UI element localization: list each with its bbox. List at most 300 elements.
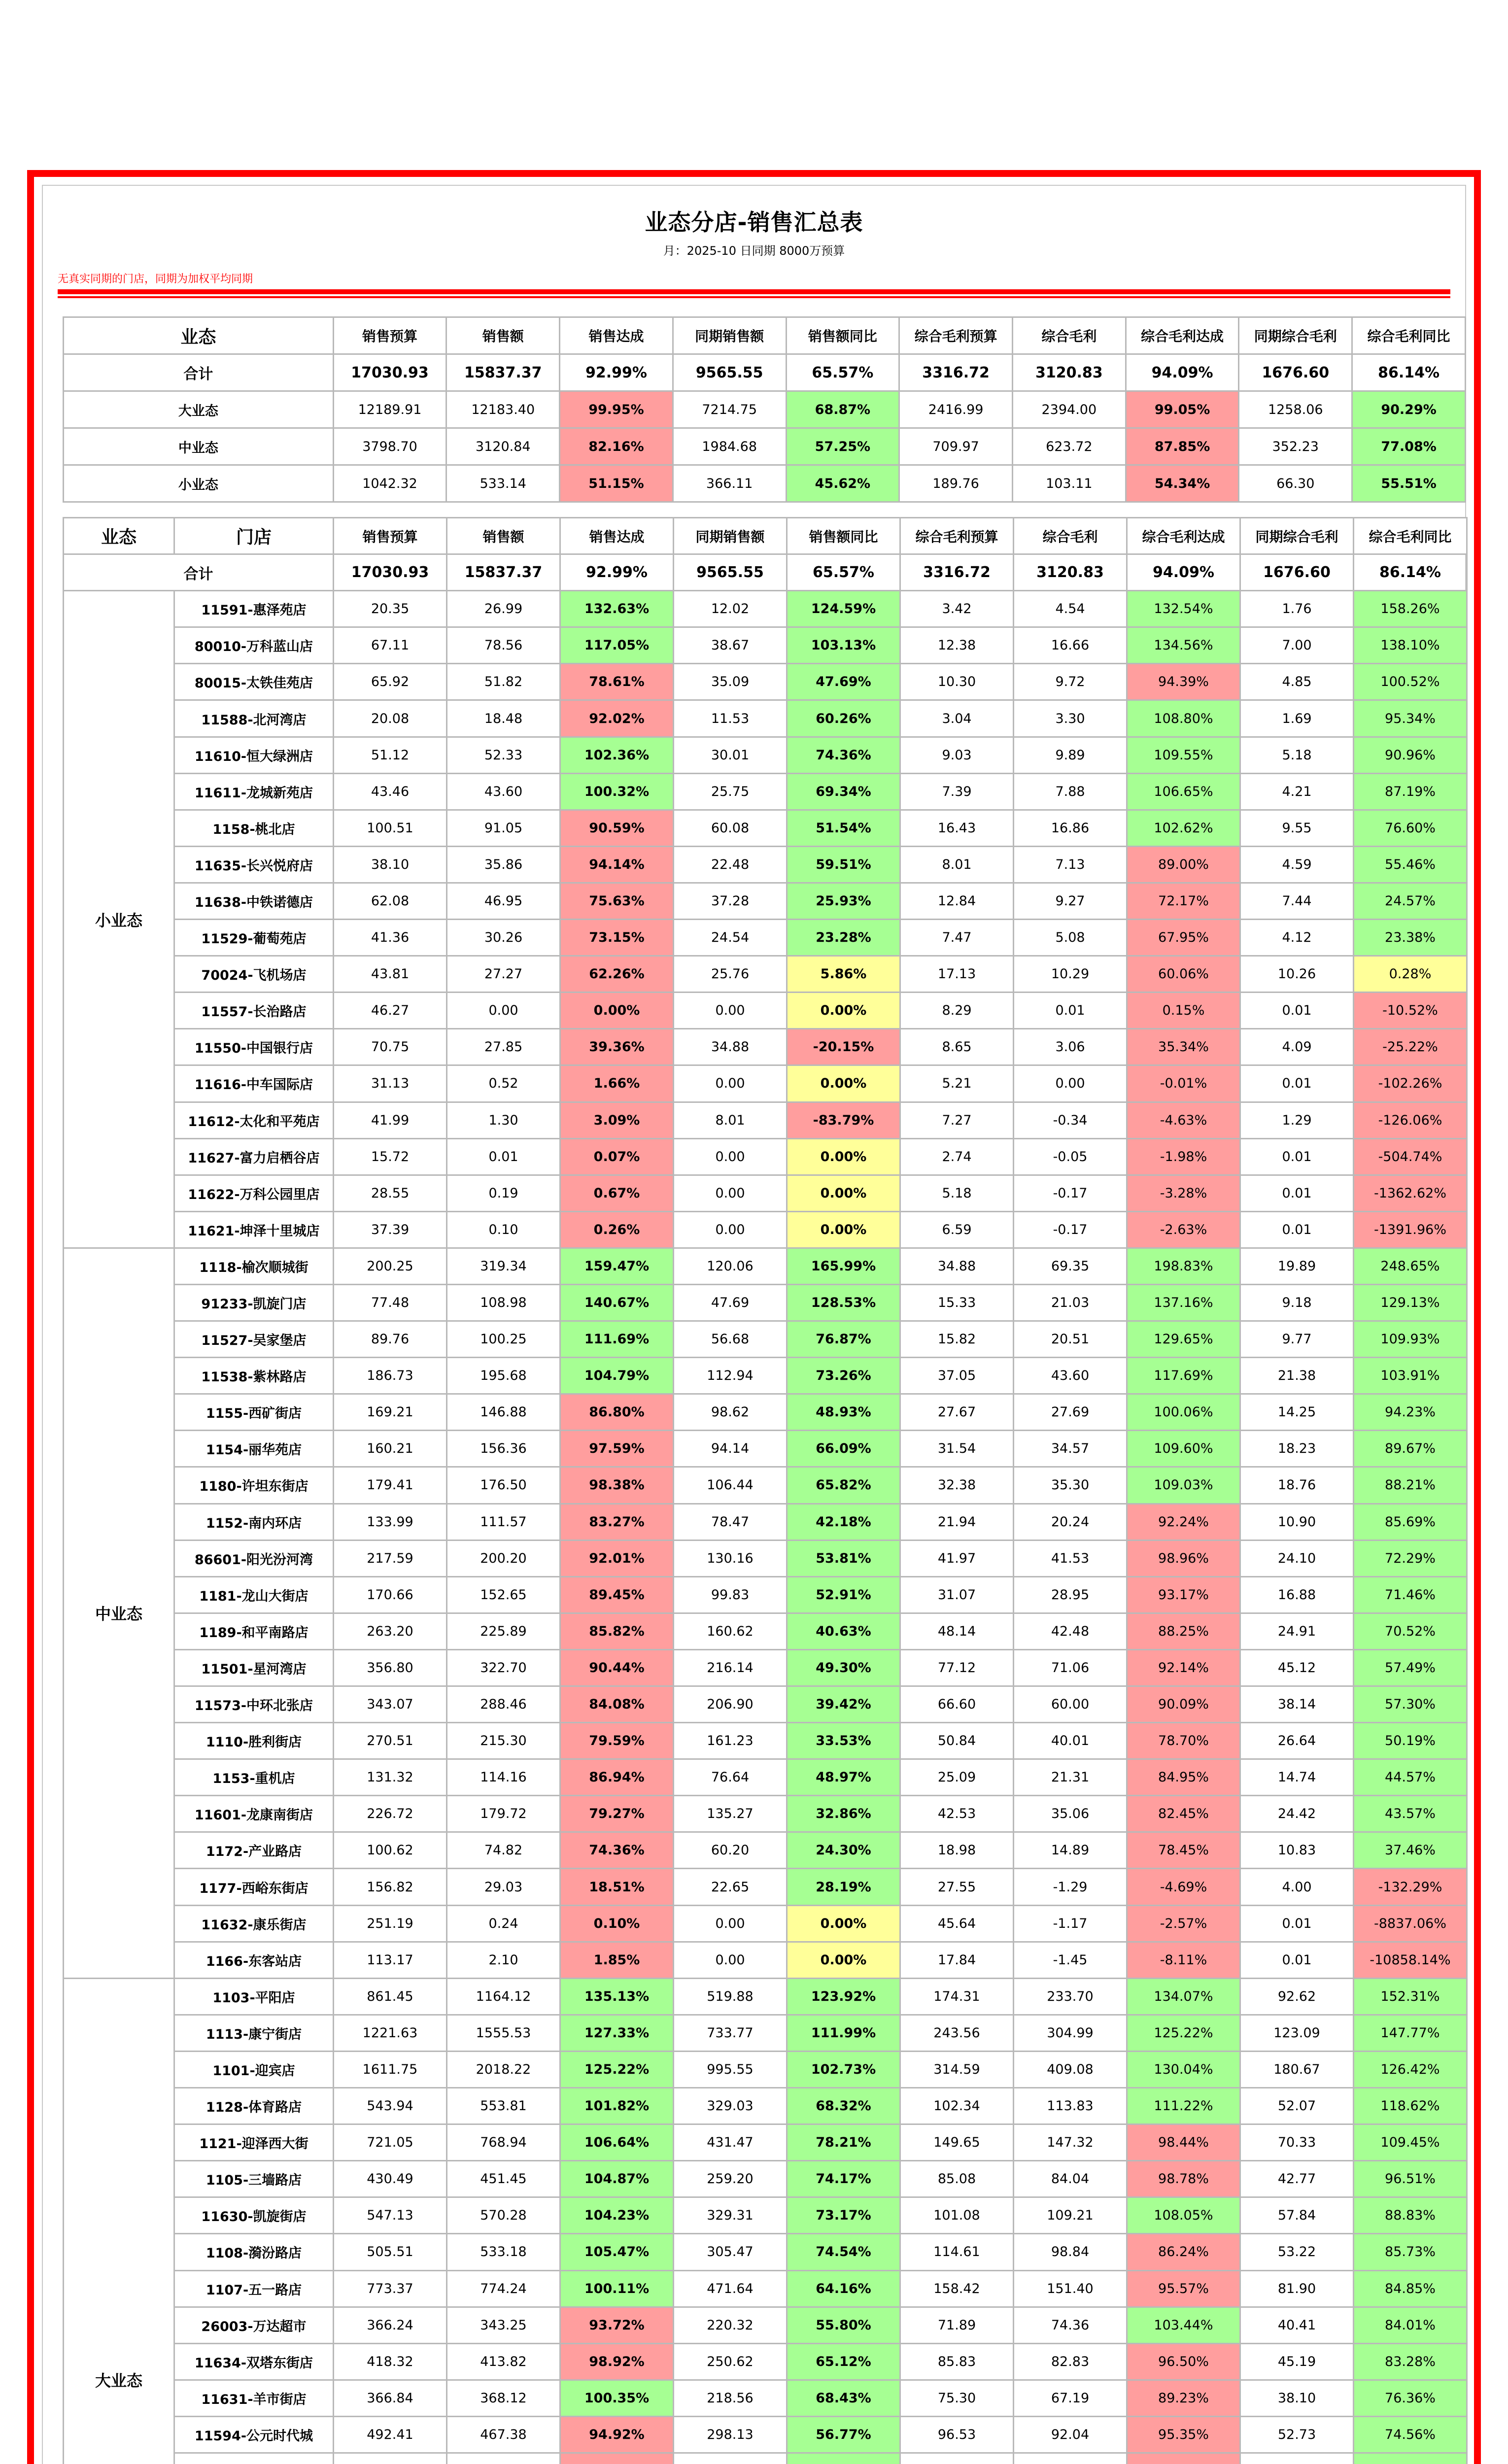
store-cell: 98.78% (1127, 2161, 1240, 2197)
store-cell: 94.39% (1127, 664, 1240, 700)
table-row (64, 627, 1467, 664)
table-row (64, 956, 1467, 992)
store-cell: 34.88 (674, 1029, 787, 1065)
store-cell: 69.34% (787, 773, 900, 810)
store-cell: 215.30 (447, 1723, 560, 1759)
store-name: 11529-葡萄苑店 (174, 920, 334, 956)
store-cell: 721.05 (334, 2124, 447, 2161)
store-cell: 861.45 (334, 1978, 447, 2015)
store-cell: 84.01% (1354, 2307, 1467, 2343)
store-cell: 109.93% (1354, 1321, 1467, 1358)
store-cell: 60.26% (787, 700, 900, 737)
store-cell: 45.12 (1240, 1649, 1354, 1686)
store-cell: 4.12 (1240, 920, 1354, 956)
store-cell: 17.13 (900, 956, 1014, 992)
table-row (64, 1796, 1467, 1832)
store-cell: 113.83 (1014, 2088, 1127, 2124)
store-cell: 100.52% (1354, 664, 1467, 700)
store-cell: -20.15% (787, 1029, 900, 1065)
store-cell: 100.62 (334, 1832, 447, 1869)
store-cell: 329.31 (674, 2197, 787, 2234)
store-cell: 0.00% (787, 1942, 900, 1978)
store-cell (447, 2453, 560, 2464)
store-cell: 85.69% (1354, 1504, 1467, 1540)
store-total-cell: 94.09% (1127, 554, 1240, 591)
store-name: 1180-许坦东街店 (174, 1467, 334, 1504)
store-cell: 100.35% (560, 2380, 674, 2416)
store-cell: 73.17% (787, 2197, 900, 2234)
store-cell: 92.62 (1240, 1978, 1354, 2015)
store-cell: 322.70 (447, 1649, 560, 1686)
store-name: 11621-坤泽十里城店 (174, 1211, 334, 1248)
store-cell: 89.00% (1127, 846, 1240, 883)
store-cell: 65.92 (334, 664, 447, 700)
store-cell: 42.18% (787, 1504, 900, 1540)
store-cell: -3.28% (1127, 1175, 1240, 1211)
store-cell: 113.17 (334, 1942, 447, 1978)
table-row (64, 1686, 1467, 1723)
store-cell: 259.20 (674, 2161, 787, 2197)
store-cell: 14.74 (1240, 1759, 1354, 1796)
store-cell: 0.00 (674, 1175, 787, 1211)
store-cell: 86.24% (1127, 2234, 1240, 2270)
store-name: 11635-长兴悦府店 (174, 846, 334, 883)
store-cell: 7.00 (1240, 627, 1354, 664)
store-cell: 41.53 (1014, 1540, 1127, 1576)
store-cell: 52.73 (1240, 2416, 1354, 2453)
store-cell: 15.82 (900, 1321, 1014, 1358)
store-cell: 30.01 (674, 737, 787, 773)
store-header: 销售达成 (560, 518, 674, 554)
table-row (64, 591, 1467, 627)
store-cell: 27.55 (900, 1869, 1014, 1905)
store-cell: 43.60 (447, 773, 560, 810)
store-cell: 20.08 (334, 700, 447, 737)
store-cell: 78.21% (787, 2124, 900, 2161)
store-cell: 77.48 (334, 1284, 447, 1321)
summary-cell: 1676.60 (1239, 354, 1352, 391)
store-cell: 156.36 (447, 1431, 560, 1467)
store-cell: 84.04 (1014, 2161, 1127, 2197)
store-cell: 0.24 (447, 1905, 560, 1942)
store-cell: 132.63% (560, 591, 674, 627)
store-name: 1166-东客站店 (174, 1942, 334, 1978)
table-row (64, 1065, 1467, 1102)
store-header-row (64, 518, 1467, 554)
store-cell: 216.14 (674, 1649, 787, 1686)
store-cell: 120.06 (674, 1248, 787, 1284)
table-row (64, 1211, 1467, 1248)
store-cell: 18.98 (900, 1832, 1014, 1869)
store-name: 1155-西矿街店 (174, 1394, 334, 1431)
store-cell: 45.64 (900, 1905, 1014, 1942)
summary-cell: 7214.75 (673, 391, 786, 428)
store-cell: 42.53 (900, 1796, 1014, 1832)
store-cell: 102.36% (560, 737, 674, 773)
store-name: 86601-阳光汾河湾 (174, 1540, 334, 1576)
store-cell: 74.36% (787, 737, 900, 773)
report-frame (27, 170, 1481, 2464)
summary-cell: 55.51% (1352, 465, 1466, 502)
store-cell: 108.05% (1127, 2197, 1240, 2234)
store-cell: 89.45% (560, 1576, 674, 1613)
table-row (64, 2015, 1467, 2051)
store-cell (1127, 2453, 1240, 2464)
store-cell: 161.23 (674, 1723, 787, 1759)
store-name: 11612-太化和平苑店 (174, 1102, 334, 1138)
store-cell: 109.45% (1354, 2124, 1467, 2161)
table-row (64, 1978, 1467, 2015)
store-cell: 109.60% (1127, 1431, 1240, 1467)
store-cell: 0.00 (447, 992, 560, 1029)
summary-cell: 99.95% (560, 391, 673, 428)
store-cell: 16.86 (1014, 810, 1127, 846)
store-name: 1172-产业路店 (174, 1832, 334, 1869)
store-header: 销售额 (447, 518, 560, 554)
summary-cell: 2394.00 (1012, 391, 1126, 428)
store-cell: 27.69 (1014, 1394, 1127, 1431)
store-cell: 135.27 (674, 1796, 787, 1832)
summary-row (64, 428, 1466, 465)
store-cell: 413.82 (447, 2343, 560, 2380)
store-cell: 15.33 (900, 1284, 1014, 1321)
store-cell: 4.54 (1014, 591, 1127, 627)
store-cell: 71.89 (900, 2307, 1014, 2343)
table-row (64, 2088, 1467, 2124)
store-cell: 2018.22 (447, 2051, 560, 2088)
store-name: 11557-长治路店 (174, 992, 334, 1029)
store-cell: 55.80% (787, 2307, 900, 2343)
store-cell: 38.10 (334, 846, 447, 883)
report-title: 业态分店-销售汇总表 (645, 209, 863, 236)
table-row (64, 1540, 1467, 1576)
store-cell: 368.12 (447, 2380, 560, 2416)
store-cell: 11.53 (674, 700, 787, 737)
store-cell: 18.51% (560, 1869, 674, 1905)
store-cell: 233.70 (1014, 1978, 1127, 2015)
store-cell: 85.82% (560, 1613, 674, 1649)
store-cell: -25.22% (1354, 1029, 1467, 1065)
store-cell: 125.22% (560, 2051, 674, 2088)
store-cell: 33.53% (787, 1723, 900, 1759)
store-cell: 79.59% (560, 1723, 674, 1759)
store-cell: 170.66 (334, 1576, 447, 1613)
store-cell: 60.20 (674, 1832, 787, 1869)
store-cell: 90.09% (1127, 1686, 1240, 1723)
store-name: 1153-重机店 (174, 1759, 334, 1796)
store-total-cell: 92.99% (560, 554, 674, 591)
store-cell: 35.09 (674, 664, 787, 700)
store-cell: 160.62 (674, 1613, 787, 1649)
table-row (64, 664, 1467, 700)
store-cell: 109.55% (1127, 737, 1240, 773)
store-name: 11527-吴家堡店 (174, 1321, 334, 1358)
store-cell: 225.89 (447, 1613, 560, 1649)
store-cell: 492.41 (334, 2416, 447, 2453)
store-cell: 62.08 (334, 883, 447, 919)
store-cell: 43.81 (334, 956, 447, 992)
store-name: 11594-公元时代城 (174, 2416, 334, 2453)
store-cell: 75.30 (900, 2380, 1014, 2416)
summary-header: 销售额同比 (786, 317, 899, 354)
store-cell: 995.55 (674, 2051, 787, 2088)
store-name: 11610-恒大绿洲店 (174, 737, 334, 773)
store-cell: 67.19 (1014, 2380, 1127, 2416)
store-cell: 74.36 (1014, 2307, 1127, 2343)
store-header: 综合毛利达成 (1127, 518, 1240, 554)
store-cell: 42.77 (1240, 2161, 1354, 2197)
store-cell: 94.23% (1354, 1394, 1467, 1431)
store-cell: 1555.53 (447, 2015, 560, 2051)
store-cell: 102.62% (1127, 810, 1240, 846)
store-cell: 0.01 (1240, 1905, 1354, 1942)
store-total-cell: 17030.93 (334, 554, 447, 591)
summary-header: 同期综合毛利 (1239, 317, 1352, 354)
store-name: 1108-漪汾路店 (174, 2234, 334, 2270)
store-cell: 83.28% (1354, 2343, 1467, 2380)
store-cell: 149.65 (900, 2124, 1014, 2161)
store-cell: 112.94 (674, 1358, 787, 1394)
store-cell: 34.57 (1014, 1431, 1127, 1467)
store-cell (1240, 2453, 1354, 2464)
store-cell: 98.96% (1127, 1540, 1240, 1576)
store-cell: 305.47 (674, 2234, 787, 2270)
summary-table (63, 316, 1466, 503)
store-cell: 31.13 (334, 1065, 447, 1102)
table-row (64, 2124, 1467, 2161)
table-row (64, 1175, 1467, 1211)
store-cell: 220.32 (674, 2307, 787, 2343)
store-name: 1105-三墙路店 (174, 2161, 334, 2197)
table-row (64, 2343, 1467, 2380)
store-cell: 45.19 (1240, 2343, 1354, 2380)
store-name: 70024-飞机场店 (174, 956, 334, 992)
store-cell: 111.57 (447, 1504, 560, 1540)
report-subtitle: 月：2025-10 日同期 8000万预算 (663, 244, 845, 258)
store-cell: 42.48 (1014, 1613, 1127, 1649)
store-cell: 76.36% (1354, 2380, 1467, 2416)
store-cell: 93.72% (560, 2307, 674, 2343)
store-cell: 55.46% (1354, 846, 1467, 883)
store-cell: 430.49 (334, 2161, 447, 2197)
store-cell: 76.87% (787, 1321, 900, 1358)
summary-cell: 51.15% (560, 465, 673, 502)
table-row (64, 1723, 1467, 1759)
store-cell: -8.11% (1127, 1942, 1240, 1978)
store-cell: 418.32 (334, 2343, 447, 2380)
store-cell: 37.05 (900, 1358, 1014, 1394)
table-row (64, 2270, 1467, 2307)
store-cell: 0.00 (674, 1905, 787, 1942)
store-cell: 28.55 (334, 1175, 447, 1211)
store-cell: -1391.96% (1354, 1211, 1467, 1248)
summary-header: 销售额 (446, 317, 560, 354)
store-cell: 0.26% (560, 1211, 674, 1248)
store-cell: 0.01 (1240, 1138, 1354, 1175)
store-cell: 43.60 (1014, 1358, 1127, 1394)
store-cell: 5.21 (900, 1065, 1014, 1102)
store-cell: 57.30% (1354, 1686, 1467, 1723)
store-cell (900, 2453, 1014, 2464)
store-table (63, 517, 1468, 2464)
store-cell: 95.57% (1127, 2270, 1240, 2307)
store-cell: 0.00% (787, 1065, 900, 1102)
store-cell: 24.42 (1240, 1796, 1354, 1832)
store-cell: 125.22% (1127, 2015, 1240, 2051)
store-cell: 0.00% (787, 1138, 900, 1175)
store-cell: 16.43 (900, 810, 1014, 846)
store-cell: 0.01 (1240, 992, 1354, 1029)
store-cell: 20.24 (1014, 1504, 1127, 1540)
table-row (64, 2380, 1467, 2416)
store-cell: 48.93% (787, 1394, 900, 1431)
store-cell: 56.77% (787, 2416, 900, 2453)
store-cell: 1.30 (447, 1102, 560, 1138)
store-cell: 78.70% (1127, 1723, 1240, 1759)
summary-header: 业态 (64, 317, 334, 354)
store-name: 91233-凯旋门店 (174, 1284, 334, 1321)
store-cell: 23.28% (787, 920, 900, 956)
store-cell: 7.88 (1014, 773, 1127, 810)
store-cell: 50.19% (1354, 1723, 1467, 1759)
store-cell: 52.33 (447, 737, 560, 773)
store-cell: 0.00% (787, 1211, 900, 1248)
store-header: 门店 (174, 518, 334, 554)
store-cell: 343.25 (447, 2307, 560, 2343)
store-cell: 93.17% (1127, 1576, 1240, 1613)
store-name: 1118-榆次顺城街 (174, 1248, 334, 1284)
store-cell: 25.76 (674, 956, 787, 992)
store-cell: 138.10% (1354, 627, 1467, 664)
store-cell: 40.63% (787, 1613, 900, 1649)
store-name: 1152-南内环店 (174, 1504, 334, 1540)
table-row (64, 2416, 1467, 2453)
store-cell: 85.73% (1354, 2234, 1467, 2270)
store-cell: 21.03 (1014, 1284, 1127, 1321)
summary-row-label: 小业态 (64, 465, 334, 502)
store-total-cell: 3316.72 (900, 554, 1014, 591)
store-cell: 43.57% (1354, 1796, 1467, 1832)
store-cell: 94.14% (560, 846, 674, 883)
store-name: 11591-惠泽苑店 (174, 591, 334, 627)
store-cell: 0.15% (1127, 992, 1240, 1029)
store-cell: 10.26 (1240, 956, 1354, 992)
store-cell: -10858.14% (1354, 1942, 1467, 1978)
store-cell: 0.01 (1240, 1942, 1354, 1978)
store-cell: 146.88 (447, 1394, 560, 1431)
store-cell: 25.93% (787, 883, 900, 919)
store-cell: 86.94% (560, 1759, 674, 1796)
store-cell: 174.31 (900, 1978, 1014, 2015)
store-cell: 179.72 (447, 1796, 560, 1832)
summary-cell: 54.34% (1126, 465, 1239, 502)
summary-cell: 533.14 (446, 465, 560, 502)
store-cell: 547.13 (334, 2197, 447, 2234)
store-cell: 165.99% (787, 1248, 900, 1284)
store-cell: 96.53 (900, 2416, 1014, 2453)
summary-cell: 103.11 (1012, 465, 1126, 502)
store-cell: 84.08% (560, 1686, 674, 1723)
store-cell: 0.00 (1014, 1065, 1127, 1102)
store-cell: 7.13 (1014, 846, 1127, 883)
store-cell: 47.69% (787, 664, 900, 700)
summary-cell: 3120.83 (1012, 354, 1126, 391)
store-cell: 71.46% (1354, 1576, 1467, 1613)
store-cell: -1.17 (1014, 1905, 1127, 1942)
summary-row-label: 合计 (64, 354, 334, 391)
summary-row (64, 391, 1466, 428)
table-row (64, 737, 1467, 773)
store-cell: 46.27 (334, 992, 447, 1029)
store-cell: 129.65% (1127, 1321, 1240, 1358)
summary-cell: 82.16% (560, 428, 673, 465)
summary-header: 同期销售额 (673, 317, 786, 354)
store-cell: 3.04 (900, 700, 1014, 737)
store-cell: 3.06 (1014, 1029, 1127, 1065)
store-cell: 0.00 (674, 1065, 787, 1102)
store-cell: 0.10% (560, 1905, 674, 1942)
store-header: 综合毛利同比 (1354, 518, 1467, 554)
store-cell: 102.34 (900, 2088, 1014, 2124)
store-cell: 104.87% (560, 2161, 674, 2197)
store-cell: 85.83 (900, 2343, 1014, 2380)
store-cell: 200.20 (447, 1540, 560, 1576)
store-cell: 67.95% (1127, 920, 1240, 956)
store-cell: 101.82% (560, 2088, 674, 2124)
store-cell: 73.15% (560, 920, 674, 956)
store-cell: 101.08 (900, 2197, 1014, 2234)
store-cell: 106.44 (674, 1467, 787, 1504)
table-row (64, 1905, 1467, 1942)
store-cell: 27.67 (900, 1394, 1014, 1431)
store-cell: 103.44% (1127, 2307, 1240, 2343)
summary-cell: 352.23 (1239, 428, 1352, 465)
store-cell: 62.26% (560, 956, 674, 992)
store-cell: 92.01% (560, 1540, 674, 1576)
store-cell: 5.18 (900, 1175, 1014, 1211)
store-cell: 53.22 (1240, 2234, 1354, 2270)
store-cell: 5.18 (1240, 737, 1354, 773)
store-cell: 57.49% (1354, 1649, 1467, 1686)
store-cell: 186.73 (334, 1358, 447, 1394)
store-cell: 66.09% (787, 1431, 900, 1467)
store-cell: 74.36% (560, 1832, 674, 1869)
store-cell: 553.81 (447, 2088, 560, 2124)
store-cell: 26.64 (1240, 1723, 1354, 1759)
store-cell: 10.90 (1240, 1504, 1354, 1540)
store-cell: 111.69% (560, 1321, 674, 1358)
store-cell: 43.46 (334, 773, 447, 810)
summary-cell: 3316.72 (899, 354, 1013, 391)
store-cell: 0.00 (674, 1138, 787, 1175)
store-name: 11538-紫林路店 (174, 1358, 334, 1394)
store-cell: 123.09 (1240, 2015, 1354, 2051)
store-cell: -1.45 (1014, 1942, 1127, 1978)
store-cell: 329.03 (674, 2088, 787, 2124)
store-cell: 71.06 (1014, 1649, 1127, 1686)
summary-header: 销售预算 (333, 317, 446, 354)
report-note: 无真实同期的门店，同期为加权平均同期 (58, 273, 253, 285)
store-cell: 76.60% (1354, 810, 1467, 846)
store-cell: 20.51 (1014, 1321, 1127, 1358)
store-cell: 37.46% (1354, 1832, 1467, 1869)
store-cell: 127.33% (560, 2015, 674, 2051)
summary-cell: 65.57% (786, 354, 899, 391)
group-label: 大业态 (64, 1978, 174, 2464)
store-cell: 9.77 (1240, 1321, 1354, 1358)
store-cell: 21.31 (1014, 1759, 1127, 1796)
store-cell: 152.65 (447, 1576, 560, 1613)
